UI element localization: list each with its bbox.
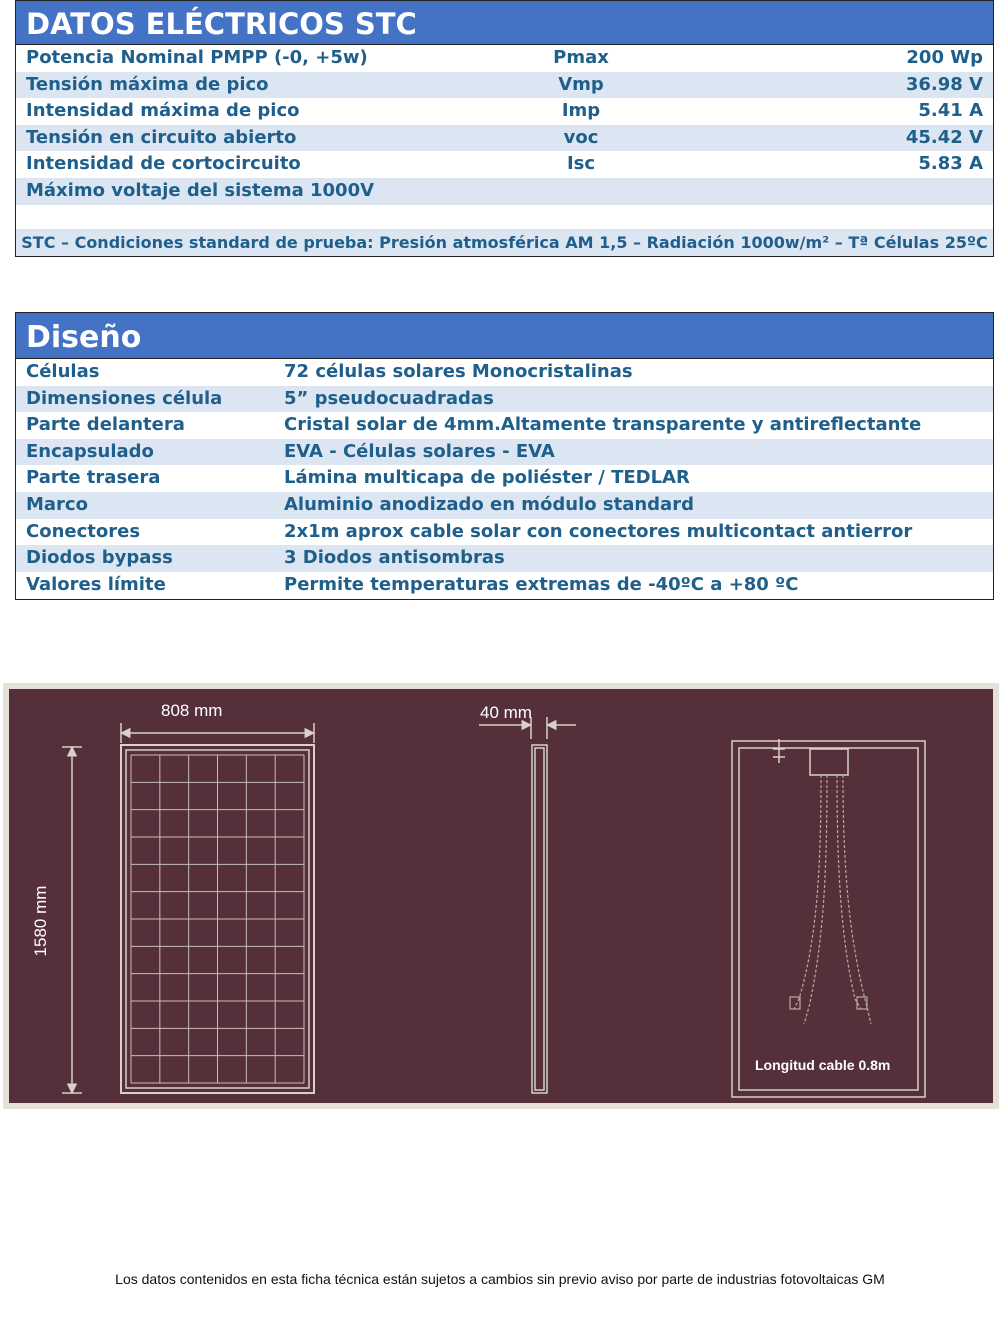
table-row	[16, 98, 993, 125]
table-row	[16, 439, 993, 466]
table-row	[16, 386, 993, 413]
row-label: Potencia Nominal PMPP (-0, +5w)	[26, 47, 368, 68]
table-row	[16, 412, 993, 439]
row-value: Aluminio anodizado en módulo standard	[284, 493, 694, 515]
electrical-title: DATOS ELÉCTRICOS STC	[16, 1, 993, 45]
row-value: 5.41 A	[918, 100, 983, 122]
depth-label: 40 mm	[480, 703, 532, 722]
table-row	[16, 72, 993, 99]
row-value: 3 Diodos antisombras	[284, 547, 505, 569]
row-value: Cristal solar de 4mm.Altamente transparente y antireflectante	[284, 414, 922, 436]
table-row	[16, 151, 993, 178]
row-label: Intensidad de cortocircuito	[26, 153, 301, 175]
row-value: 5” pseudocuadradas	[284, 387, 494, 409]
row-label: Intensidad máxima de pico	[26, 100, 300, 122]
design-table	[15, 312, 994, 600]
table-row	[16, 125, 993, 152]
row-symbol: Vmp	[558, 73, 604, 95]
drawing-svg	[9, 689, 993, 1103]
row-value: 200 Wp	[906, 47, 983, 68]
row-value: 36.98 V	[905, 73, 983, 95]
height-label: 1580 mm	[31, 885, 50, 957]
side-view-panel	[532, 745, 547, 1093]
row-label: Valores límite	[26, 573, 166, 595]
cable-drawing	[790, 775, 871, 1024]
row-label: Tensión máxima de pico	[26, 73, 269, 95]
row-label: Parte delantera	[26, 414, 185, 436]
row-value: EVA - Células solares - EVA	[284, 440, 555, 462]
height-dimension-line	[62, 747, 82, 1093]
row-value: 45.42 V	[905, 126, 983, 148]
row-label: Tensión en circuito abierto	[26, 126, 297, 148]
width-dimension-line	[121, 723, 314, 743]
table-row	[16, 572, 993, 599]
design-title: Diseño	[16, 313, 993, 359]
table-row	[16, 45, 993, 72]
row-label: Marco	[26, 493, 88, 515]
table-row	[16, 178, 993, 205]
table-row	[16, 465, 993, 492]
row-label: Células	[26, 361, 100, 382]
stc-note: STC – Condiciones standard de prueba: Presión atmosférica AM 1,5 – Radiación 1000w/m² – Tª Células 25ºC	[16, 229, 993, 256]
row-label: Parte trasera	[26, 467, 161, 489]
back-view-panel	[732, 739, 925, 1097]
row-symbol: voc	[563, 126, 599, 148]
row-value: 2x1m aprox cable solar con conectores multicontact antierror	[284, 520, 913, 542]
row-value: Permite temperaturas extremas de -40ºC a +80 ºC	[284, 573, 799, 595]
front-view-panel	[121, 745, 314, 1093]
panel-dimension-drawing	[3, 683, 999, 1109]
width-label: 808 mm	[161, 701, 223, 720]
table-row	[16, 519, 993, 546]
disclaimer-footer: Los datos contenidos en esta ficha técnica están sujetos a cambios sin previo aviso por parte de industrias fotovoltaicas GM	[115, 1271, 885, 1287]
table-row	[16, 492, 993, 519]
row-label: Máximo voltaje del sistema 1000V	[26, 179, 375, 201]
row-label: Conectores	[26, 520, 141, 542]
table-row	[16, 359, 993, 386]
row-symbol: Imp	[561, 100, 601, 122]
row-label: Diodos bypass	[26, 547, 173, 569]
cable-length-label: Longitud cable 0.8m	[755, 1057, 891, 1073]
drawing-canvas	[9, 689, 993, 1103]
electrical-data-table	[15, 0, 994, 257]
row-symbol: Isc	[566, 153, 596, 175]
row-label: Encapsulado	[26, 440, 154, 462]
row-value: Lámina multicapa de poliéster / TEDLAR	[284, 467, 690, 489]
row-symbol: Pmax	[553, 47, 609, 68]
row-label: Dimensiones célula	[26, 387, 223, 409]
row-value: 72 células solares Monocristalinas	[284, 361, 633, 382]
table-row	[16, 545, 993, 572]
row-value: 5.83 A	[918, 153, 983, 175]
